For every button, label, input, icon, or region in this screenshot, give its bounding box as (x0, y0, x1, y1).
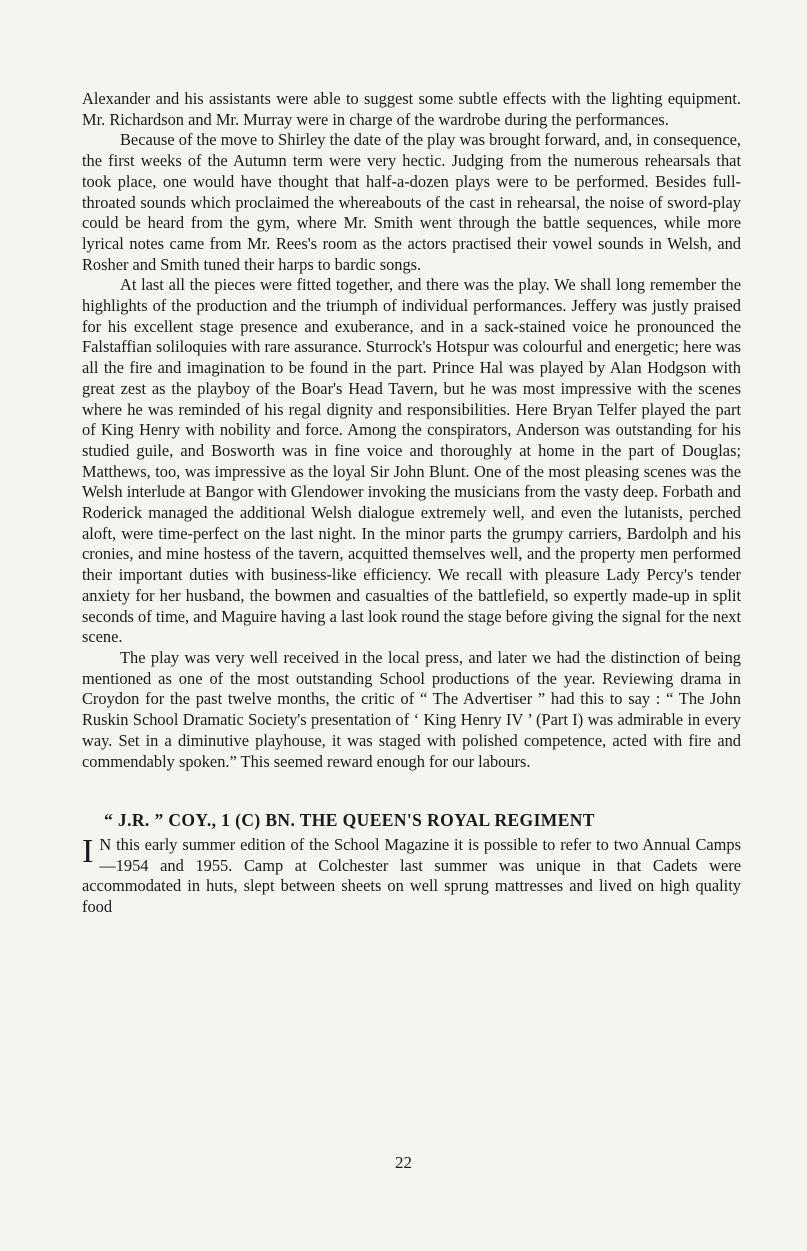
paragraph-lighting-wardrobe: Alexander and his assistants were able to suggest some subtle effects with the lighting equipment. Mr. Richardson and Mr. Murray were in charge of the wardrobe during the performances. (82, 89, 741, 129)
page-body (82, 89, 741, 918)
paragraph-rehearsals: Because of the move to Shirley the date of the play was brought forward, and, in consequence, the first weeks of the Autumn term were very hectic. Judging from the numerous rehearsals that took place, one would have thought that half-a-dozen plays were to be performed. Besides full-throated sounds which proclaimed the whereabouts of the cast in rehearsal, the noise of sword-play could be heard from the gym, where Mr. Smith went through the battle sequences, while more lyrical notes came from Mr. Rees's room as the actors practised their vowel sounds in Welsh, and Rosher and Smith tuned their harps to bardic songs. (82, 130, 741, 274)
paragraph-performances: At last all the pieces were fitted together, and there was the play. We shall long remember the highlights of the production and the triumph of individual performances. Jeffery was justly praised for his excellent stage presence and exuberance, and in a sack-stained voice he pronounced the Falstaffian soliloquies with rare assurance. Sturrock's Hotspur was colourful and energetic; here was all the fire and imagination to be found in the part. Prince Hal was played by Alan Hodgson with great zest as the playboy of the Boar's Head Tavern, but he was most impressive with the scenes where he was reminded of his regal dignity and responsibilities. Here Bryan Telfer played the part of King Henry with nobility and force. Among the conspirators, Anderson was outstanding for his studied guile, and Bosworth was in fine voice and thoroughly at home in the part of Douglas; Matthews, too, was impressive as the loyal Sir John Blunt. One of the most pleasing scenes was the Welsh interlude at Bangor with Glendower invoking the musicians from the vasty deep. Forbath and Roderick managed the additional Welsh dialogue extremely well, and even the lutanists, perched aloft, were time-perfect on the last night. In the minor parts the grumpy carriers, Bardolph and his cronies, and mine hostess of the tavern, acquitted themselves well, and the property men performed their important duties with business-like efficiency. We recall with pleasure Lady Percy's tender anxiety for her husband, the bowmen and casualties of the battlefield, so expertly made-up in split seconds of time, and Maguire having a last look round the stage before giving the signal for the next scene. (82, 275, 741, 647)
section-heading: “ J.R. ” COY., 1 (C) BN. THE QUEEN'S ROYAL REGIMENT (104, 810, 595, 831)
paragraph-press-review: The play was very well received in the local press, and later we had the distinction of being mentioned as one of the most outstanding School productions of the year. Reviewing drama in Croydon for the past twelve months, the critic of “ The Advertiser ” had this to say : “ The John Ruskin School Dramatic Society's presentation of ‘ King Henry IV ’ (Part I) was admirable in every way. Set in a diminutive playhouse, it was staged with polished competence, acted with fire and commendably spoken.” This seemed reward enough for our labours. (82, 647, 741, 771)
paragraph-annual-camps-text: N this early summer edition of the School Magazine it is possible to refer to two Annual Camps—1954 and 1955. Camp at Colchester last summer was unique in that Cadets were accommodated in huts, slept between sheets on well sprung mattresses and lived on high quality food (82, 834, 741, 917)
paragraph-annual-camps (82, 832, 741, 918)
drop-cap: I (82, 832, 94, 870)
page-number: 22 (395, 1153, 412, 1172)
